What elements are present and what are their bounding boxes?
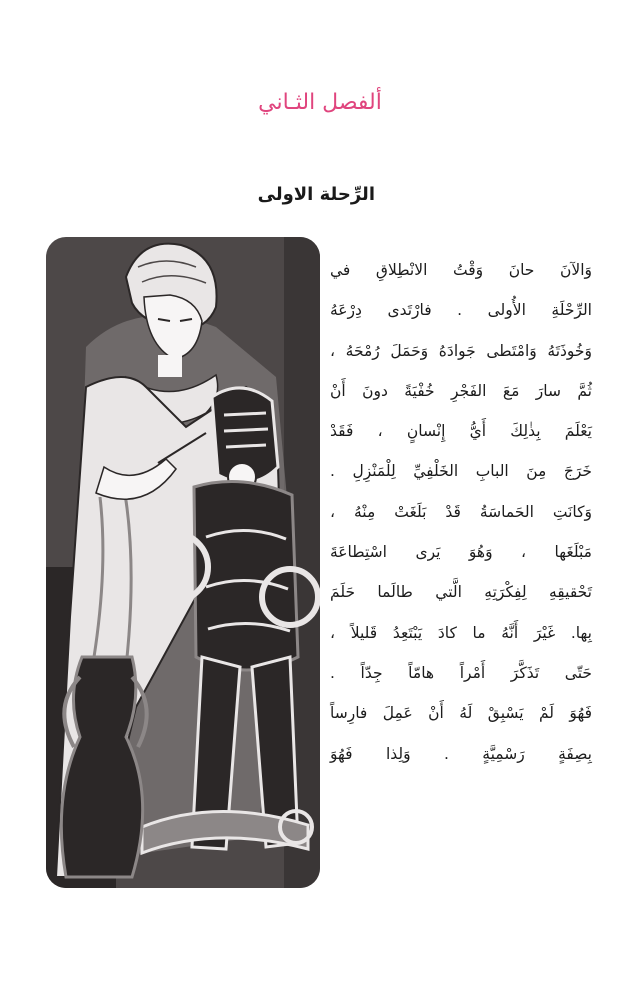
body-line: تَحْقيقِهِ لِفِكْرَتِهِ الَّتي طالَما حَلَمَ: [330, 583, 592, 602]
body-line: بِصِفَةٍ رَسْمِيَّةٍ . وَلِذا فَهُوَ: [330, 744, 592, 763]
body-line: وَالآنَ حانَ وَقْتُ الانْطِلاقِ في: [330, 261, 592, 279]
body-line: مَبْلَغَها ، وَهُوَ يَرى اسْتِطاعَةَ: [330, 543, 592, 562]
body-line: بِها. غَيْرَ أَنَّهُ ما كادَ يَبْتَعِدُ قَليلاً ،: [330, 623, 592, 642]
body-text: [330, 250, 592, 774]
body-line: الرِّحْلَةِ الأُولى . فارْتَدى دِرْعَهُ: [330, 301, 592, 320]
woman-neck: [158, 355, 182, 377]
body-line: فَهُوَ لَمْ يَسْبِقْ لَهُ أَنْ عَمِلَ فارِساً: [330, 704, 592, 723]
body-line: حَتّى تَذَكَّرَ أَمْراً هامّاً جِدّاً .: [330, 663, 592, 682]
body-line: خَرَجَ مِنَ البابِ الخَلْفِيِّ لِلْمَنْزِلِ .: [330, 462, 592, 481]
body-line: يَعْلَمَ بِذٰلِكَ أَيُّ إِنْسانٍ ، فَقَدْ: [330, 422, 592, 441]
body-line: وَخُوذَتَهُ وَامْتَطى جَوادَهُ وَحَمَلَ رُمْحَهُ ،: [330, 341, 592, 360]
illustration-drawing: [46, 237, 320, 888]
body-line: وَكانَتِ الحَماسَةُ قَدْ بَلَغَتْ مِنْهُ ،: [330, 502, 592, 521]
chapter-title: ألفصل الثـاني: [258, 90, 382, 115]
illustration: [46, 237, 320, 888]
body-line: ثُمَّ سارَ مَعَ الفَجْرِ خُفْيَةً دونَ أَنْ: [330, 381, 592, 400]
vase: [61, 657, 142, 877]
section-title: الرِّحلة الاولى: [257, 184, 375, 205]
